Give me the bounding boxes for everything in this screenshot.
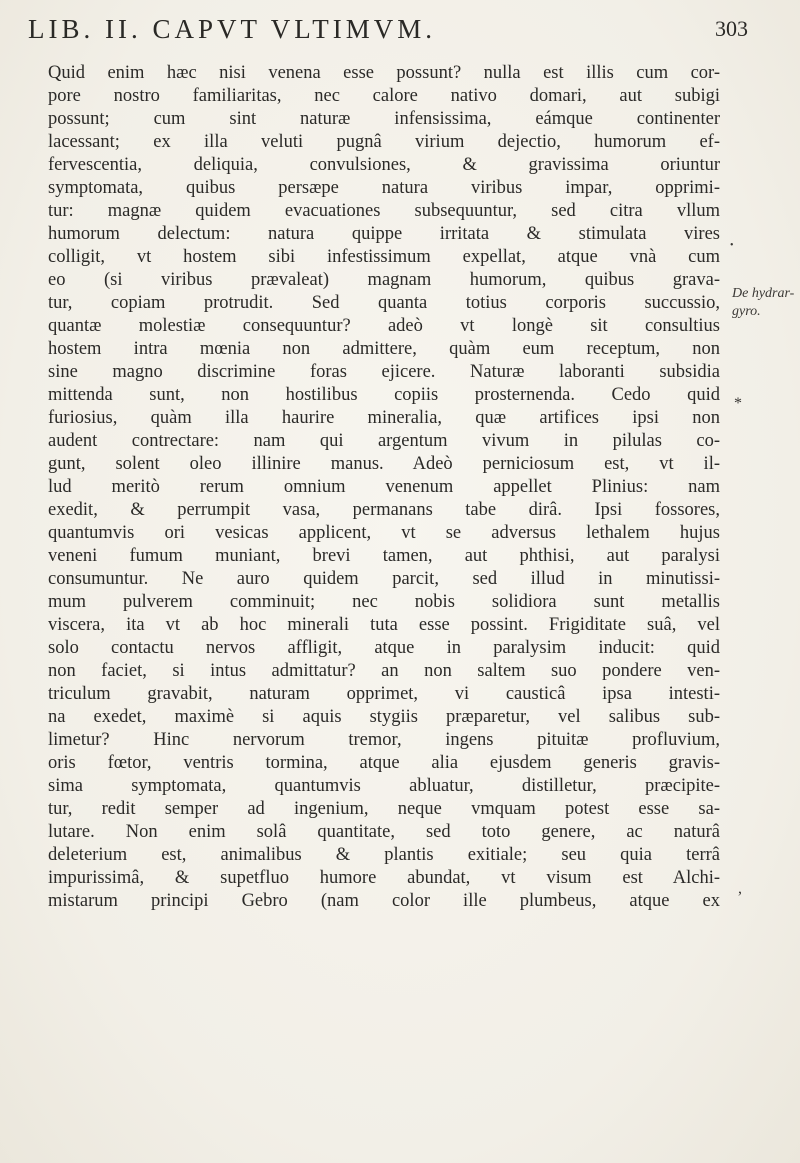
text-line: oris fœtor, ventris tormina, atque alia ejusdem generis gravis- [48,753,720,773]
margin-mark: * [734,395,742,412]
text-line: solo contactu nervos affligit, atque in paralysim inducit: quid [48,638,720,658]
text-line: na exedet, maximè si aquis stygiis præparetur, vel salibus sub- [48,707,720,727]
margin-mark: • [730,240,734,251]
text-line: Quid enim hæc nisi venena esse possunt? nulla est illis cum cor- [48,63,720,83]
margin-note [732,285,798,321]
text-line: colligit, vt hostem sibi infestissimum expellat, atque vnà cum [48,247,720,267]
text-line: quantumvis ori vesicas applicent, vt se adversus lethalem hujus [48,523,720,543]
margin-mark: , [738,880,742,897]
text-line: humorum delectum: natura quippe irritata & stimulata vires [48,224,720,244]
text-line: tur, copiam protrudit. Sed quanta totius corporis succussio, [48,293,720,313]
text-line: non faciet, si intus admittatur? an non saltem suo pondere ven- [48,661,720,681]
text-line: fervescentia, deliquia, convulsiones, & gravissima oriuntur [48,155,720,175]
margin-note-line: gyro. [732,304,761,319]
page-header [28,14,748,54]
text-line: lud meritò rerum omnium venenum appellet Plinius: nam [48,477,720,497]
text-line: eo (si viribus prævaleat) magnam humorum, quibus grava- [48,270,720,290]
text-line: viscera, ita vt ab hoc minerali tuta esse possint. Frigiditate suâ, vel [48,615,720,635]
text-line: limetur? Hinc nervorum tremor, ingens pituitæ profluvium, [48,730,720,750]
text-line: tur, redit semper ad ingenium, neque vmquam potest esse sa- [48,799,720,819]
text-line: mum pulverem comminuit; nec nobis solidiora sunt metallis [48,592,720,612]
text-line: lutare. Non enim solâ quantitate, sed toto genere, ac naturâ [48,822,720,842]
text-line: mistarum principi Gebro (nam color ille plumbeus, atque ex [48,891,720,911]
text-line: pore nostro familiaritas, nec calore nativo domari, aut subigi [48,86,720,106]
text-line: exedit, & perrumpit vasa, permanans tabe dirâ. Ipsi fossores, [48,500,720,520]
text-line: impurissimâ, & supetfluo humore abundat, vt visum est Alchi- [48,868,720,888]
text-line: possunt; cum sint naturæ infensissima, eámque continenter [48,109,720,129]
margin-note-line: De hydrar- [732,286,795,301]
page-number: 303 [715,16,748,41]
text-line: hostem intra mœnia non admittere, quàm eum receptum, non [48,339,720,359]
text-line: veneni fumum muniant, brevi tamen, aut phthisi, aut paralysi [48,546,720,566]
text-line: audent contrectare: nam qui argentum vivum in pilulas co- [48,431,720,451]
text-line: sine magno discrimine foras ejicere. Naturæ laboranti subsidia [48,362,720,382]
body-text [48,62,720,913]
text-line: symptomata, quibus persæpe natura viribus impar, opprimi- [48,178,720,198]
running-head: LIB. II. CAPVT VLTIMVM. [28,14,437,44]
text-line: mittenda sunt, non hostilibus copiis prosternenda. Cedo quid [48,385,720,405]
text-line: triculum gravabit, naturam opprimet, vi causticâ ipsa intesti- [48,684,720,704]
text-line: tur: magnæ quidem evacuationes subsequuntur, sed citra vllum [48,201,720,221]
text-line: consumuntur. Ne auro quidem parcit, sed illud in minutissi- [48,569,720,589]
text-line: furiosius, quàm illa haurire mineralia, quæ artifices ipsi non [48,408,720,428]
text-line: lacessant; ex illa veluti pugnâ virium dejectio, humorum ef- [48,132,720,152]
text-line: deleterium est, animalibus & plantis exitiale; seu quia terrâ [48,845,720,865]
text-line: gunt, solent oleo illinire manus. Adeò perniciosum est, vt il- [48,454,720,474]
text-line: sima symptomata, quantumvis abluatur, distilletur, præcipite- [48,776,720,796]
text-line: quantæ molestiæ consequuntur? adeò vt longè sit consultius [48,316,720,336]
